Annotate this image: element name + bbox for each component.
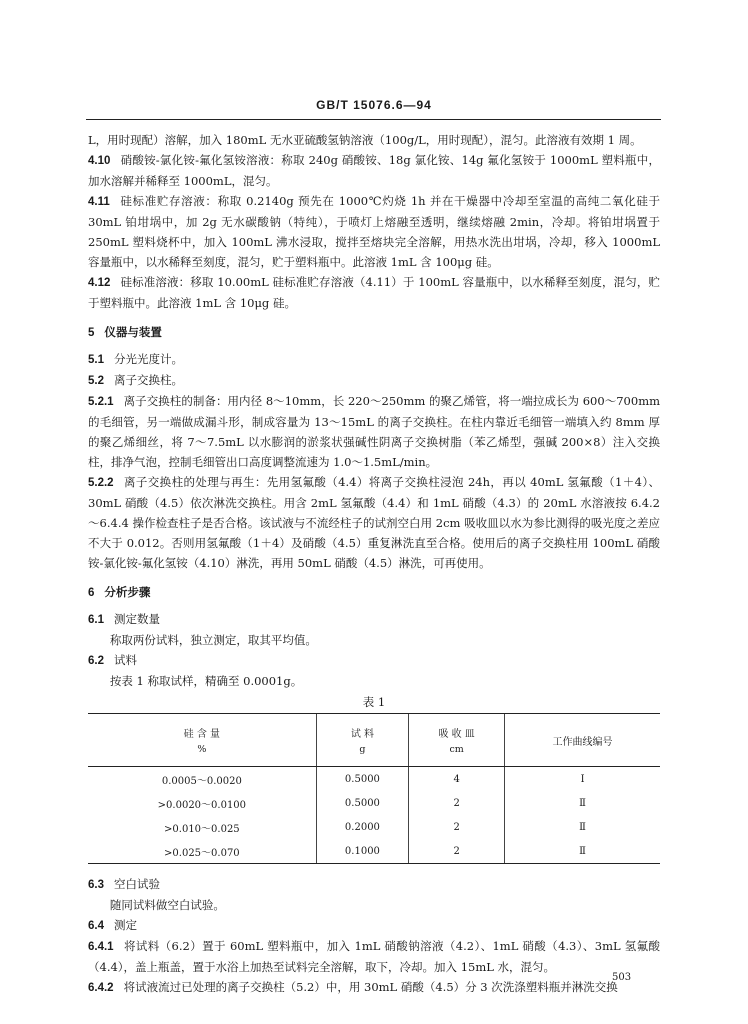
table-row bbox=[88, 767, 660, 792]
clause-text: 离子交换柱的制备：用内径 8～10mm，长 220～250mm 的聚乙烯管，将一端拉成长为 600～700mm 的毛细管，另一端做成漏斗形，制成容量为 13～15mL 的离子交换柱。在柱内靠近毛细管一端填入约 8mm 厚的聚乙烯细丝，将 7～7.5mL 以水膨润的淤浆状强碱性阴离子交换树脂（苯乙烯型，强碱 200×8）注入交换柱，排净气泡，控制毛细管出口高度调整流速为 1.0～1.5mL/min。 bbox=[88, 394, 660, 469]
cell-cuvette: 2 bbox=[409, 815, 505, 839]
clause-number: 6.4 bbox=[88, 920, 104, 932]
clause-text: 空白试验 bbox=[114, 877, 160, 891]
clause-number: 5.1 bbox=[88, 354, 104, 366]
clause-text: 离子交换柱的处理与再生：先用氢氟酸（4.4）将离子交换柱浸泡 24h，再以 40mL 氢氟酸（1＋4）、30mL 硝酸（4.5）依次淋洗交换柱。用含 2mL 氢氟酸（4.4）和 1mL 硝酸（4.3）的 20mL 水溶液按 6.4.2～6.4.4 操作检查柱子是否合格。该试液与不流经柱子的试剂空白用 2cm 吸收皿以水为参比测得的吸光度之差应不大于 0.012。否则用氢氟酸（1＋4）及硝酸（4.5）重复淋洗直至合格。使用后的离子交换柱用 100mL 硝酸铵-氯化铵-氟化氢铵（4.10）淋洗，再用 50mL 硝酸（4.5）淋洗，可再使用。 bbox=[88, 475, 660, 570]
clause-text: 试料 bbox=[114, 653, 137, 667]
cell-silicon-content: >0.025～0.070 bbox=[88, 839, 316, 864]
header-unit: g bbox=[359, 744, 366, 755]
clause-text: 测定数量 bbox=[114, 612, 160, 626]
clause-text: 离子交换柱。 bbox=[114, 373, 183, 387]
paragraph-continued: L，用时现配）溶解，加入 180mL 无水亚硫酸氢钠溶液（100g/L，用时现配），混匀。此溶液有效期 1 周。 bbox=[88, 133, 642, 147]
clause-number: 6.1 bbox=[88, 614, 104, 626]
cell-sample-mass: 0.5000 bbox=[316, 791, 408, 815]
page-number: 503 bbox=[612, 972, 632, 983]
header-label: 硅 含 量 bbox=[183, 729, 221, 740]
clause-number: 5.2.1 bbox=[88, 396, 114, 408]
clause-number: 6.4.2 bbox=[88, 982, 114, 994]
clause-4-12 bbox=[88, 272, 660, 313]
cell-cuvette: 2 bbox=[409, 839, 505, 864]
clause-6-1 bbox=[88, 609, 660, 630]
clause-number: 6.4.1 bbox=[88, 941, 114, 953]
clause-5-2-2 bbox=[88, 472, 660, 573]
header-unit: cm bbox=[449, 744, 464, 755]
section-5-heading bbox=[88, 323, 660, 343]
clause-number: 5.2 bbox=[88, 375, 104, 387]
clause-text: 硝酸铵-氯化铵-氟化氢铵溶液：称取 240g 硝酸铵、18g 氯化铵、14g 氟化氢铵于 1000mL 塑料瓶中，加水溶解并稀释至 1000mL，混匀。 bbox=[88, 153, 660, 188]
clause-4-11 bbox=[88, 191, 660, 272]
clause-number: 4.11 bbox=[88, 196, 110, 208]
clause-5-2-1 bbox=[88, 391, 660, 472]
table-caption: 表 1 bbox=[362, 695, 386, 709]
cell-curve-number: Ⅱ bbox=[505, 839, 660, 864]
header-sample-mass bbox=[316, 714, 408, 767]
clause-6-4-2 bbox=[88, 977, 660, 998]
clause-text: 将试液流过已处理的离子交换柱（5.2）中，用 30mL 硝酸（4.5）分 3 次洗涤塑料瓶并淋洗交换 bbox=[123, 980, 618, 994]
header-label: 吸 收 皿 bbox=[438, 729, 475, 740]
table-header-row bbox=[88, 714, 660, 767]
header-curve-number bbox=[505, 714, 660, 767]
clause-text: 将试料（6.2）置于 60mL 塑料瓶中，加入 1mL 硝酸钠溶液（4.2）、1mL 硝酸（4.3）、3mL 氢氟酸（4.4），盖上瓶盖，置于水浴上加热至试料完全溶解，取下，冷却。加入 15mL 水，混匀。 bbox=[88, 939, 660, 974]
clause-6-3-body: 随同试料做空白试验。 bbox=[109, 898, 225, 912]
cell-curve-number: Ⅰ bbox=[505, 767, 660, 792]
clause-5-1 bbox=[88, 349, 660, 370]
header-label: 工作曲线编号 bbox=[552, 736, 613, 748]
clause-number: 6.2 bbox=[88, 655, 104, 667]
clause-4-10 bbox=[88, 150, 660, 191]
clause-6-1-body: 称取两份试料，独立测定，取其平均值。 bbox=[109, 633, 317, 647]
table-row bbox=[88, 791, 660, 815]
cell-silicon-content: 0.0005～0.0020 bbox=[161, 775, 242, 787]
cell-curve-number: Ⅱ bbox=[505, 791, 660, 815]
cell-silicon-content: >0.0020～0.0100 bbox=[157, 799, 247, 811]
clause-number: 4.12 bbox=[88, 277, 111, 289]
clause-6-2 bbox=[88, 650, 660, 671]
clause-6-4-1 bbox=[88, 936, 660, 977]
cell-sample-mass: 0.2000 bbox=[316, 815, 408, 839]
header-label: 试 料 bbox=[350, 729, 375, 740]
cell-sample-mass: 0.5000 bbox=[316, 767, 408, 792]
header-rule bbox=[86, 119, 661, 120]
cell-cuvette: 2 bbox=[409, 791, 505, 815]
clause-number: 6.3 bbox=[88, 879, 104, 891]
header-cuvette bbox=[409, 714, 505, 767]
body-content bbox=[88, 130, 660, 998]
table-row bbox=[88, 839, 660, 864]
table-row bbox=[88, 815, 660, 839]
section-title: 仪器与装置 bbox=[104, 327, 162, 339]
cell-cuvette: 4 bbox=[409, 767, 505, 792]
cell-sample-mass: 0.1000 bbox=[316, 839, 408, 864]
section-title: 分析步骤 bbox=[104, 587, 151, 599]
cell-silicon-content: >0.010～0.025 bbox=[164, 823, 240, 835]
standard-header: GB/T 15076.6—94 bbox=[316, 98, 432, 112]
clause-text: 硅标准溶液：移取 10.00mL 硅标准贮存溶液（4.11）于 100mL 容量瓶中，以水稀释至刻度，混匀，贮于塑料瓶中。此溶液 1mL 含 10μg 硅。 bbox=[88, 275, 660, 310]
clause-text: 硅标准贮存溶液：称取 0.2140g 预先在 1000℃灼烧 1h 并在干燥器中冷却至室温的高纯二氧化硅于 30mL 铂坩埚中，加 2g 无水碳酸钠（特纯），于喷灯上熔融至透明，继续熔融 2min，冷却。将铂坩埚置于 250mL 塑料烧杯中，加入 100mL 沸水浸取，搅拌至熔块完全溶解，用热水洗出坩埚，冷却，移入 1000mL 容量瓶中，以水稀释至刻度，混匀，贮于塑料瓶中。此溶液 1mL 含 100μg 硅。 bbox=[88, 194, 660, 269]
clause-6-2-body: 按表 1 称取试样，精确至 0.0001g。 bbox=[109, 674, 303, 688]
clause-number: 5.2.2 bbox=[88, 477, 114, 489]
clause-6-4 bbox=[88, 915, 660, 936]
header-unit: % bbox=[197, 744, 207, 755]
section-number: 5 bbox=[88, 327, 95, 339]
clause-text: 测定 bbox=[114, 918, 137, 932]
cell-curve-number: Ⅱ bbox=[505, 815, 660, 839]
clause-6-3 bbox=[88, 874, 660, 895]
header-silicon-content bbox=[88, 714, 316, 767]
sample-mass-table bbox=[88, 713, 660, 864]
section-6-heading bbox=[88, 583, 660, 603]
clause-5-2 bbox=[88, 370, 660, 391]
section-number: 6 bbox=[88, 587, 95, 599]
clause-number: 4.10 bbox=[88, 155, 111, 167]
clause-text: 分光光度计。 bbox=[114, 352, 183, 366]
